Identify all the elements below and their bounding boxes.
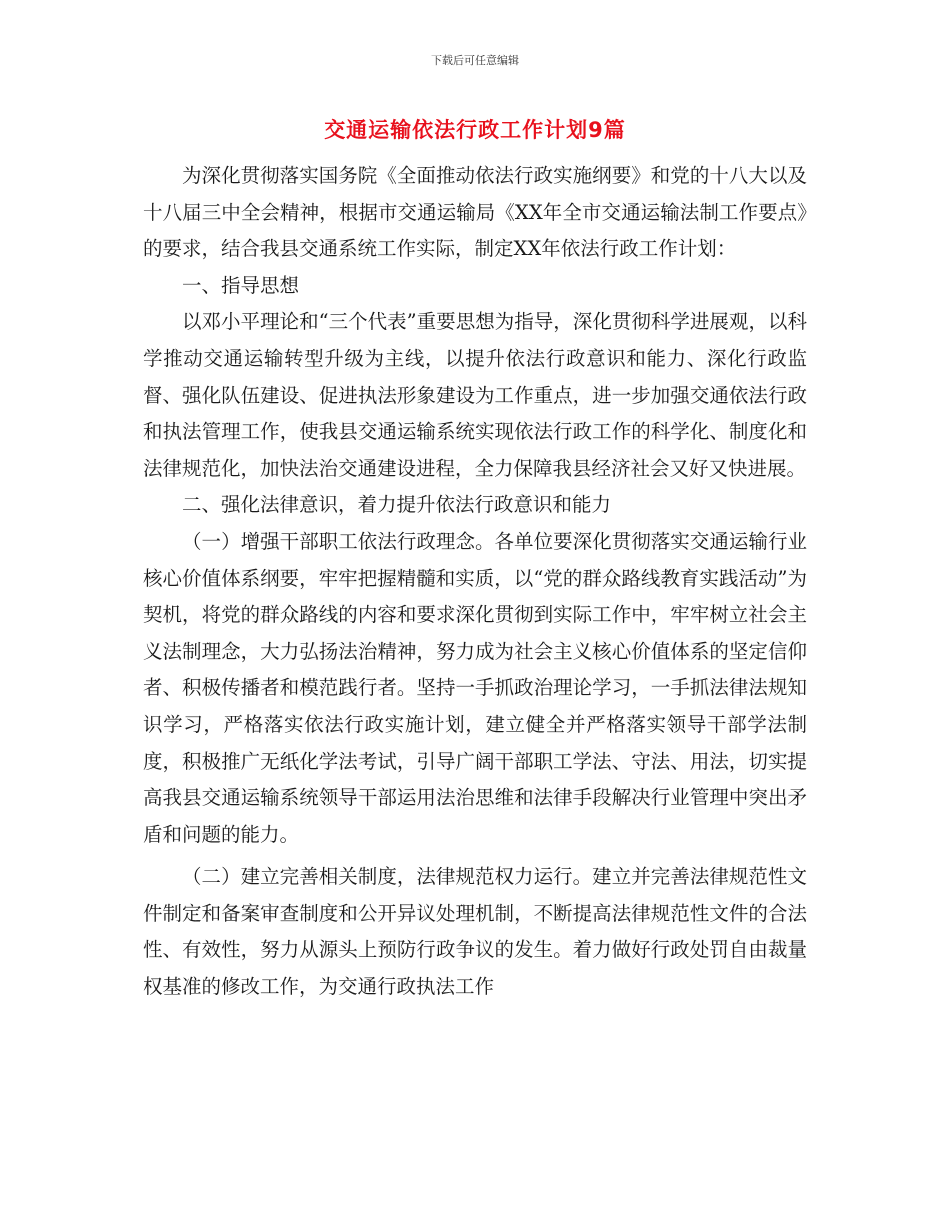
subsection-two-paragraph: （二）建立完善相关制度，法律规范权力运行。建立并完善法律规范性文件制定和备案审查制度和公开异议处理机制，不断提高法律规范性文件的合法性、有效性，努力从源头上预防行政争议的发生。着力做好行政处罚自由裁量权基准的修改工作，为交通行政执法工作: [143, 865, 807, 999]
intro-paragraph: 为深化贯彻落实国务院《全面推动依法行政实施纲要》和党的十八大以及十八届三中全会精神，根据市交通运输局《XX年全市交通运输法制工作要点》的要求，结合我县交通系统工作实际，制定XX年依法行政工作计划：: [143, 164, 807, 261]
section-heading-legal-awareness: 二、强化法律意识，着力提升依法行政意识和能力: [182, 493, 612, 517]
download-note: 下载后可任意编辑: [431, 54, 519, 67]
section-heading-guiding-thought: 一、指导思想: [182, 273, 300, 297]
guiding-thought-paragraph: 以邓小平理论和“三个代表”重要思想为指导，深化贯彻科学进展观，以科学推动交通运输转型升级为主线，以提升依法行政意识和能力、深化行政监督、强化队伍建设、促进执法形象建设为工作重点，进一步加强交通依法行政和执法管理工作，使我县交通运输系统实现依法行政工作的科学化、制度化和法律规范化，加快法治交通建设进程，全力保障我县经济社会又好又快进展。: [143, 310, 807, 480]
document-body: [143, 158, 807, 1006]
document-title: 交通运输依法行政工作计划9篇: [324, 118, 626, 142]
subsection-one-paragraph: （一）增强干部职工依法行政理念。各单位要深化贯彻落实交通运输行业核心价值体系纲要，牢牢把握精髓和实质，以“党的群众路线教育实践活动”为契机，将党的群众路线的内容和要求深化贯彻到实际工作中，牢牢树立社会主义法制理念，大力弘扬法治精神，努力成为社会主义核心价值体系的坚定信仰者、积极传播者和模范践行者。坚持一手抓政治理论学习，一手抓法律法规知识学习，严格落实依法行政实施计划，建立健全并严格落实领导干部学法制度，积极推广无纸化学法考试，引导广阔干部职工学法、守法、用法，切实提高我县交通运输系统领导干部运用法治思维和法律手段解决行业管理中突出矛盾和问题的能力。: [143, 529, 807, 846]
